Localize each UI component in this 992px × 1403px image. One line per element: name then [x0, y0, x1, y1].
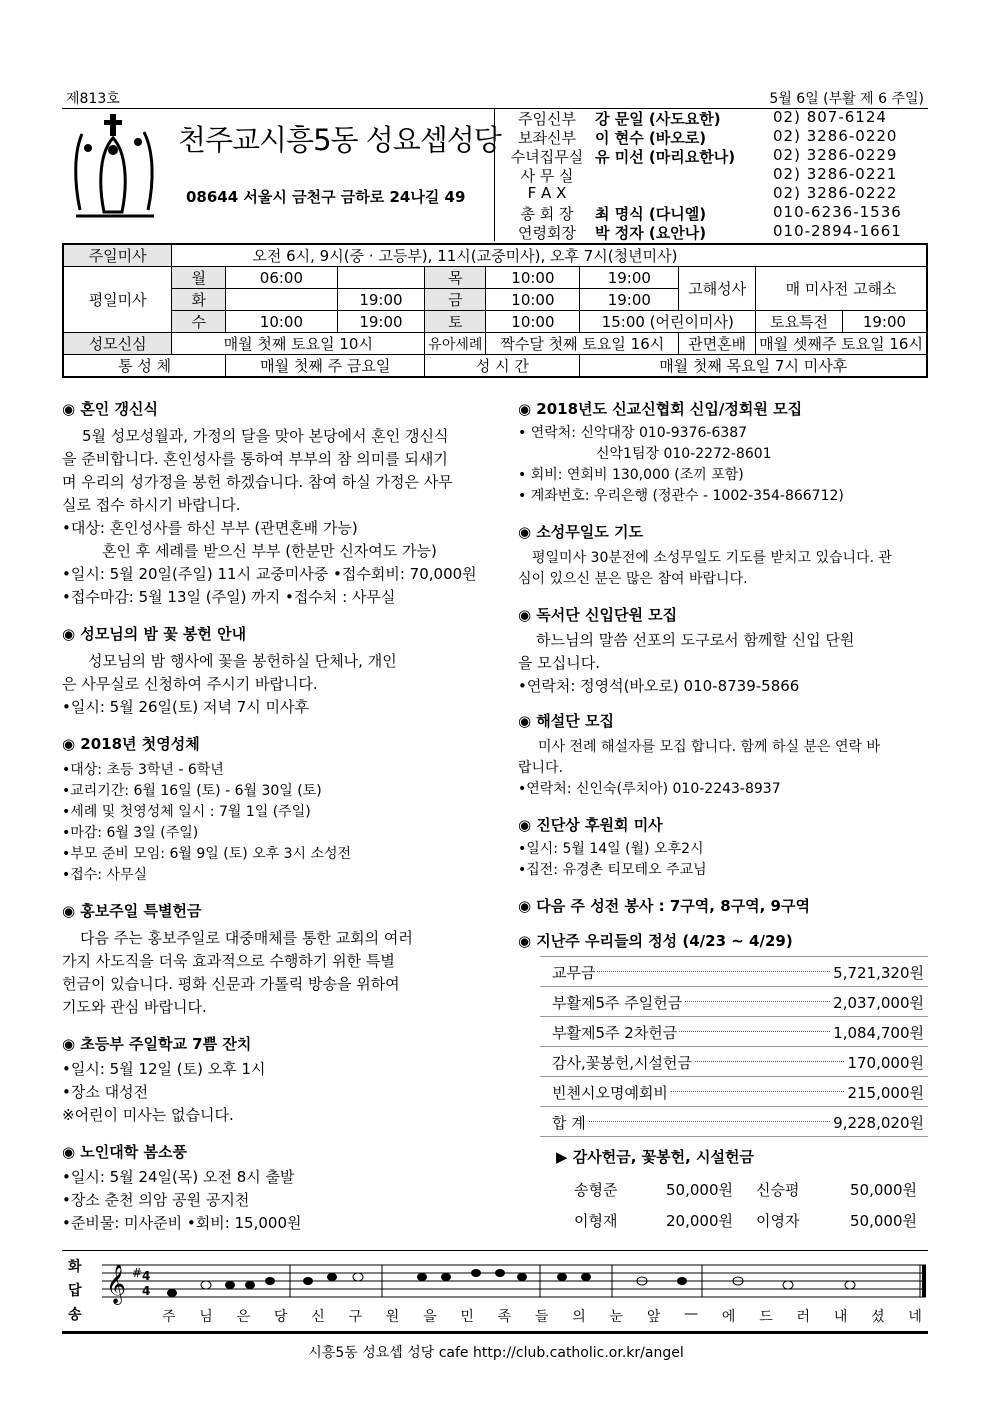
section-title: ◉ 노인대학 봄소풍 [62, 1143, 187, 1161]
sat-special-value: 19:00 [842, 311, 927, 333]
gift-name: 송형준 [574, 1181, 618, 1199]
day-cell: 화 [172, 289, 226, 311]
gift-title: ▶ 감사헌금, 꽃봉헌, 시설헌금 [556, 1148, 754, 1166]
section-body [62, 650, 482, 719]
text-line: •일시: 5월 24일(목) 오전 8시 출발 [62, 1168, 295, 1186]
text-line: 5월 성모성월과, 가정의 달을 맞아 본당에서 혼인 갱신식 [82, 427, 449, 445]
mass-schedule-table [62, 243, 928, 378]
issue-header [62, 86, 928, 109]
day-cell: 금 [425, 289, 486, 311]
gift-amount: 50,000원 [850, 1212, 917, 1230]
time-cell: 19:00 [337, 289, 425, 311]
text-line: 헌금이 있습니다. 평화 신문과 가톨릭 방송을 위하여 [62, 975, 400, 993]
text-line: • 연락처: 신악대장 010-9376-6387 [518, 425, 748, 441]
section-body [62, 1058, 482, 1127]
section-title: ◉ 성모님의 밤 꽃 봉헌 안내 [62, 625, 247, 643]
church-address: 08644 서울시 금천구 금하로 24나길 49 [186, 188, 466, 206]
svg-text:#: # [132, 1266, 143, 1280]
issue-date: 5월 6일 (부활 제 6 주일) [769, 91, 924, 107]
infant-baptism-value: 짝수달 첫째 토요일 16시 [486, 333, 679, 355]
confession-label: 고해성사 [679, 267, 756, 311]
music-staff [102, 1257, 926, 1307]
time-cell: 10:00 [226, 311, 337, 333]
text-line: 혼인 후 세례를 받으신 부부 (한분만 신자여도 가능) [102, 542, 437, 560]
gift-amount: 20,000원 [666, 1212, 733, 1230]
day-cell: 토 [425, 311, 486, 333]
text-line: •일시: 5월 14일 (월) 오후2시 [518, 841, 704, 857]
text-line: 다음 주는 홍보주일로 대중매체를 통한 교회의 여러 [80, 929, 413, 947]
sunday-mass-times: 오전 6시, 9시(중 · 고등부), 11시(교중미사), 오후 7시(청년미사) [172, 244, 927, 267]
gift-amount: 50,000원 [850, 1181, 917, 1199]
footer-cafe-link[interactable]: 시흥5동 성요셉 성당 cafe http://club.catholic.or.kr/angel [308, 1345, 684, 1361]
offering-row: 빈첸시오명예회비 215,000원 [540, 1077, 928, 1107]
section-title: ◉ 초등부 주일학교 7쁨 잔치 [62, 1035, 252, 1053]
weekday-mass-label: 평일미사 [63, 267, 172, 333]
time-cell: 10:00 [486, 311, 580, 333]
section-body [62, 927, 482, 1019]
confession-value: 매 미사전 고해소 [756, 267, 927, 311]
text-line: 기도와 관심 바랍니다. [62, 998, 207, 1016]
adoration-label: 통 성 체 [63, 355, 226, 378]
issue-number: 제813호 [66, 91, 120, 107]
text-line: 심이 있으신 분은 많은 참여 바랍니다. [518, 571, 748, 587]
church-name: 천주교시흥5동 성요셉성당 [178, 123, 501, 157]
time-cell: 15:00 (어린이미사) [580, 311, 756, 333]
time-cell: 10:00 [486, 289, 580, 311]
text-line: 며 우리의 성가정을 봉헌 하겠습니다. 참여 하실 가정은 사무 [62, 473, 453, 491]
offering-total: 합 계 9,228,020원 [552, 1114, 924, 1132]
text-line: 실로 접수 하시기 바랍니다. [62, 496, 241, 514]
section-title: ◉ 진단상 후원회 미사 [518, 816, 663, 834]
section-title: ◉ 혼인 갱신식 [62, 400, 158, 418]
text-line: •집전: 유경촌 티모테오 주교님 [518, 862, 707, 878]
holyhour-value: 매월 첫째 목요일 7시 미사후 [580, 355, 927, 378]
gift-name: 신승평 [756, 1181, 800, 1199]
section-body [518, 839, 938, 881]
text-line: 은 사무실로 신청하여 주시기 바랍니다. [62, 675, 318, 693]
text-line: 성모님의 밤 행사에 꽃을 봉헌하실 단체나, 개인 [88, 652, 397, 670]
text-line: •일시: 5월 12일 (토) 오후 1시 [62, 1060, 266, 1078]
church-logo [70, 112, 160, 224]
offerings-list [540, 956, 928, 1137]
gift-amount: 50,000원 [666, 1181, 733, 1199]
offering-row: 부활제5주 주일헌금 2,037,000원 [540, 987, 928, 1017]
psalm-label: 화 답 송 [68, 1259, 82, 1323]
text-line: 하느님의 말씀 선포의 도구로서 함께할 신입 단원 [536, 631, 855, 649]
time-cell: 19:00 [580, 289, 679, 311]
text-line: •접수마감: 5월 13일 (주일) 까지 •접수처 : 사무실 [62, 588, 396, 606]
section-body [62, 1166, 482, 1235]
svg-text:4: 4 [142, 1269, 151, 1283]
offering-row: 교무금 5,721,320원 [540, 957, 928, 987]
section-title: ◉ 2018년도 신교신협회 신입/정회원 모집 [518, 400, 803, 418]
text-line: 미사 전례 해설자를 모집 합니다. 함께 하실 분은 연락 바 [538, 739, 881, 755]
time-cell [226, 289, 337, 311]
section-title: ◉ 독서단 신입단원 모집 [518, 606, 678, 624]
section-title: ◉ 소성무일도 기도 [518, 523, 643, 541]
text-line: •장소 대성전 [62, 1083, 149, 1101]
text-line: •연락처: 정영석(바오로) 010-8739-5866 [518, 677, 800, 695]
section-body [518, 423, 938, 507]
time-cell: 06:00 [226, 267, 337, 289]
svg-text:4: 4 [142, 1284, 151, 1298]
section-body [62, 760, 482, 886]
time-cell: 10:00 [486, 267, 580, 289]
section-title: ◉ 홍보주일 특별헌금 [62, 902, 202, 920]
offering-row: 부활제5주 2차헌금 1,084,700원 [540, 1017, 928, 1047]
text-line: 을 모십니다. [518, 654, 600, 672]
time-cell: 19:00 [580, 267, 679, 289]
left-column [62, 398, 482, 1235]
holyhour-label: 성 시 간 [425, 355, 580, 378]
text-line: •접수: 사무실 [62, 867, 148, 883]
time-cell [337, 267, 425, 289]
section-body [518, 629, 938, 698]
right-column [518, 398, 938, 951]
text-line: 랍니다. [518, 760, 564, 776]
section-body [518, 548, 938, 590]
section-title: ◉ 지난주 우리들의 정성 (4/23 ~ 4/29) [518, 932, 793, 950]
devotion-value: 매월 첫째 토요일 10시 [172, 333, 425, 355]
day-cell: 목 [425, 267, 486, 289]
time-cell: 19:00 [337, 311, 425, 333]
text-line: ※어린이 미사는 없습니다. [62, 1106, 234, 1124]
day-cell: 수 [172, 311, 226, 333]
section-title: ◉ 2018년 첫영성체 [62, 735, 200, 753]
gift-name: 이영자 [756, 1212, 800, 1230]
text-line: 평일미사 30분전에 소성무일도 기도를 받치고 있습니다. 관 [532, 550, 893, 566]
text-line: 신악1팀장 010-2272-8601 [596, 446, 772, 462]
offering-row: 감사,꽃봉헌,시설헌금 170,000원 [540, 1047, 928, 1077]
sunday-mass-label: 주일미사 [63, 244, 172, 267]
section-title: ◉ 다음 주 성전 봉사 : 7구역, 8구역, 9구역 [518, 897, 810, 915]
text-line: •대상: 혼인성사를 하신 부부 (관면혼배 가능) [62, 519, 358, 537]
sat-special-label: 토요특전 [756, 311, 843, 333]
marriage-value: 매월 셋째주 토요일 16시 [756, 333, 927, 355]
text-line: •연락처: 신인숙(루치아) 010-2243-8937 [518, 781, 781, 797]
staff-directory: 주임신부 강 문일 (사도요한) 02) 807-6124 보좌신부 이 현수 (바오로) 02) 3286-0220 수녀집무실 유 미선 (마리요한나) 02) 3286-0229 사 무 실 02) 3286-0221 F A X 02) 3286-0222 총 회 장 최 명식 (다니엘) 010-6236-1536 연령회장 박 정자 (요안나) 010-2894-1661 [494, 108, 929, 241]
infant-baptism-label: 유아세례 [425, 333, 486, 355]
text-line: •마감: 6월 3일 (주일) [62, 825, 199, 841]
responsorial-psalm-score [62, 1250, 928, 1334]
section-body [62, 425, 482, 609]
text-line: •준비물: 미사준비 •회비: 15,000원 [62, 1214, 302, 1232]
section-body [518, 737, 938, 800]
gift-name: 이형재 [574, 1212, 618, 1230]
devotion-label: 성모신심 [63, 333, 172, 355]
text-line: 을 준비합니다. 혼인성사를 통하여 부부의 참 의미를 되새기 [62, 450, 448, 468]
text-line: 가지 사도직을 더욱 효과적으로 수행하기 위한 특별 [62, 952, 395, 970]
text-line: •일시: 5월 20일(주일) 11시 교중미사중 •접수회비: 70,000원 [62, 565, 477, 583]
text-line: •교리기간: 6월 16일 (토) - 6월 30일 (토) [62, 783, 322, 799]
text-line: •장소 춘천 의암 공원 공지천 [62, 1191, 250, 1209]
svg-text:𝄞: 𝄞 [106, 1264, 127, 1304]
text-line: •대상: 초등 3학년 - 6학년 [62, 762, 224, 778]
day-cell: 월 [172, 267, 226, 289]
psalm-lyrics: 주 님 은 당 신 구 원 을 민 족 들 의 눈 앞 — 에 드 러 내 셨 네 [162, 1306, 922, 1325]
section-title: ◉ 해설단 모집 [518, 712, 614, 730]
text-line: • 회비: 연회비 130,000 (조끼 포함) [518, 467, 744, 483]
text-line: •부모 준비 모임: 6월 9일 (토) 오후 3시 소성전 [62, 846, 352, 862]
text-line: • 계좌번호: 우리은행 (정관수 - 1002-354-866712) [518, 488, 844, 504]
text-line: •세례 및 첫영성체 일시 : 7월 1일 (주일) [62, 804, 311, 820]
text-line: •일시: 5월 26일(토) 저녁 7시 미사후 [62, 698, 310, 716]
adoration-value: 매월 첫째 주 금요일 [226, 355, 425, 378]
marriage-label: 관면혼배 [679, 333, 756, 355]
